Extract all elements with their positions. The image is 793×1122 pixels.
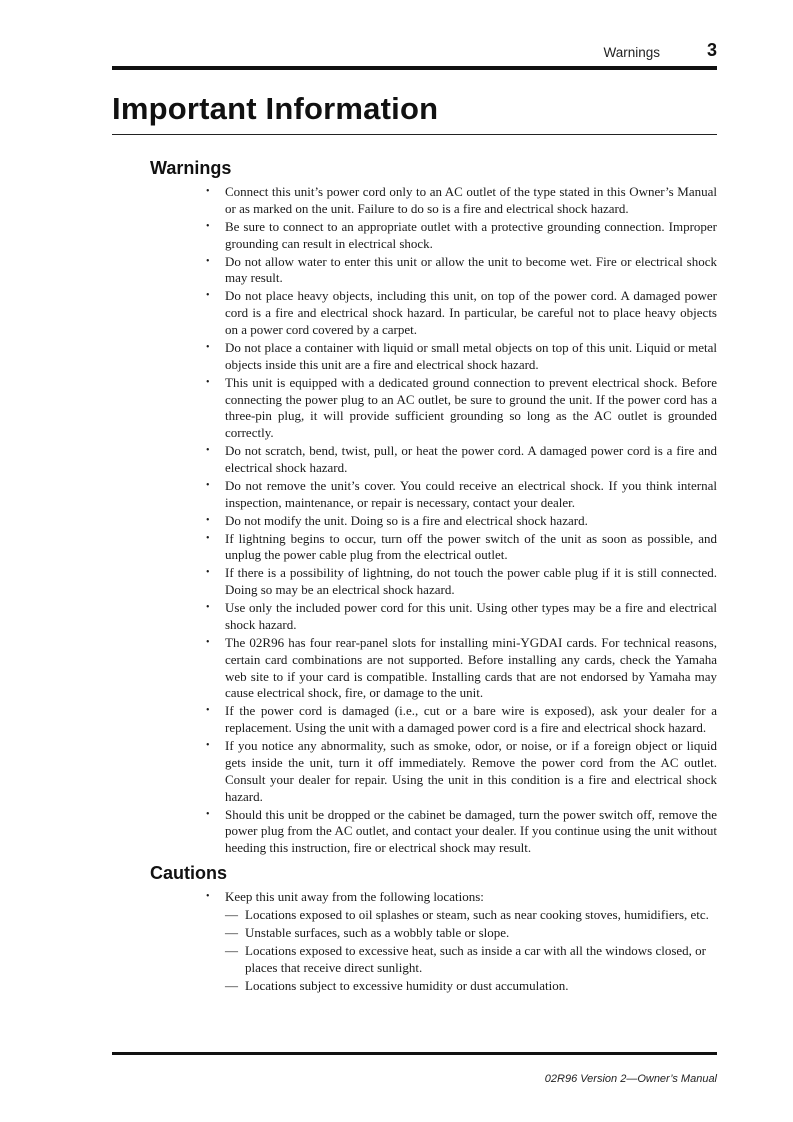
- warning-item: • If lightning begins to occur, turn off the power switch of the unit as soon as possible, and unplug the power cable plug from the electrical outlet.: [225, 531, 717, 565]
- caution-sub-item: — Locations subject to excessive humidity or dust accumulation.: [245, 978, 717, 995]
- caution-sub-item: — Locations exposed to excessive heat, such as inside a car with all the windows closed, or places that receive direct sunlight.: [245, 943, 717, 977]
- page-title: Important Information: [112, 91, 439, 126]
- warning-item: • Use only the included power cord for this unit. Using other types may be a fire and electrical shock hazard.: [225, 600, 717, 634]
- warning-item: • If you notice any abnormality, such as smoke, odor, or noise, or if a foreign object or liquid gets inside the unit, turn it off immediately. Remove the power cord from the AC outlet. Consult your dealer for repair. Using the unit in this condition is a fire and electrical shock hazard.: [225, 738, 717, 805]
- warning-item: • This unit is equipped with a dedicated ground connection to prevent electrical shock. Before connecting the power plug to an AC outlet, be sure to ground the unit. If the power cord has a three-pin plug, it will provide sufficient grounding so long as the AC outlet is grounded correctly.: [225, 375, 717, 442]
- page-content: [150, 156, 717, 996]
- warning-item: • Do not remove the unit’s cover. You could receive an electrical shock. If you think internal inspection, maintenance, or repair is necessary, contact your dealer.: [225, 478, 717, 512]
- warning-item: • Be sure to connect to an appropriate outlet with a protective grounding connection. Improper grounding can result in electrical shock.: [225, 219, 717, 253]
- warnings-list: [150, 184, 717, 857]
- caution-sub-item: — Unstable surfaces, such as a wobbly table or slope.: [245, 925, 717, 942]
- caution-sub-item: — Locations exposed to oil splashes or steam, such as near cooking stoves, humidifiers, etc.: [245, 907, 717, 924]
- warnings-heading: Warnings: [150, 158, 232, 178]
- running-header: [112, 40, 717, 66]
- warning-item: • If the power cord is damaged (i.e., cut or a bare wire is exposed), ask your dealer for a replacement. Using the unit with a damaged power cord is a fire and electrical shock hazard.: [225, 703, 717, 737]
- warning-item: • Should this unit be dropped or the cabinet be damaged, turn the power switch off, remove the power plug from the AC outlet, and contact your dealer. If you continue using the unit without heeding this instruction, fire or electrical shock may result.: [225, 807, 717, 857]
- running-header-section: Warnings: [603, 45, 660, 60]
- footer-manual-title: 02R96 Version 2—Owner’s Manual: [544, 1073, 717, 1085]
- cautions-heading: Cautions: [150, 862, 228, 883]
- page-number: 3: [706, 40, 717, 60]
- warning-item: • Do not scratch, bend, twist, pull, or heat the power cord. A damaged power cord is a fire and electrical shock hazard.: [225, 443, 717, 477]
- warning-item: • Do not allow water to enter this unit or allow the unit to become wet. Fire or electrical shock may result.: [225, 254, 717, 288]
- warning-item: • Do not modify the unit. Doing so is a fire and electrical shock hazard.: [225, 513, 717, 530]
- header-rule: [112, 66, 717, 70]
- title-rule: [112, 134, 717, 135]
- warning-item: • Do not place heavy objects, including this unit, on top of the power cord. A damaged power cord is a fire and electrical shock hazard. In particular, be careful not to place heavy objects on a power cord covered by a carpet.: [225, 288, 717, 338]
- warning-item: • If there is a possibility of lightning, do not touch the power cable plug if it is still connected. Doing so may be an electrical shock hazard.: [225, 565, 717, 599]
- warning-item: • Connect this unit’s power cord only to an AC outlet of the type stated in this Owner’s Manual or as marked on the unit. Failure to do so is a fire and electrical shock hazard.: [225, 184, 717, 218]
- cautions-location-list: [150, 907, 717, 995]
- cautions-list: [150, 889, 717, 906]
- warning-item: • Do not place a container with liquid or small metal objects on top of this unit. Liquid or metal objects inside this unit are a fire and electrical shock hazard.: [225, 340, 717, 374]
- warning-item: • The 02R96 has four rear-panel slots for installing mini-YGDAI cards. For technical reasons, certain card combinations are not supported. Before installing any cards, check the Yamaha web site to if your card is compatible. Installing cards that are not endorsed by Yamaha may cause electrical shock, fire, or damage to the unit.: [225, 635, 717, 702]
- caution-item: • Keep this unit away from the following locations:: [225, 889, 717, 906]
- footer-rule: [112, 1052, 717, 1055]
